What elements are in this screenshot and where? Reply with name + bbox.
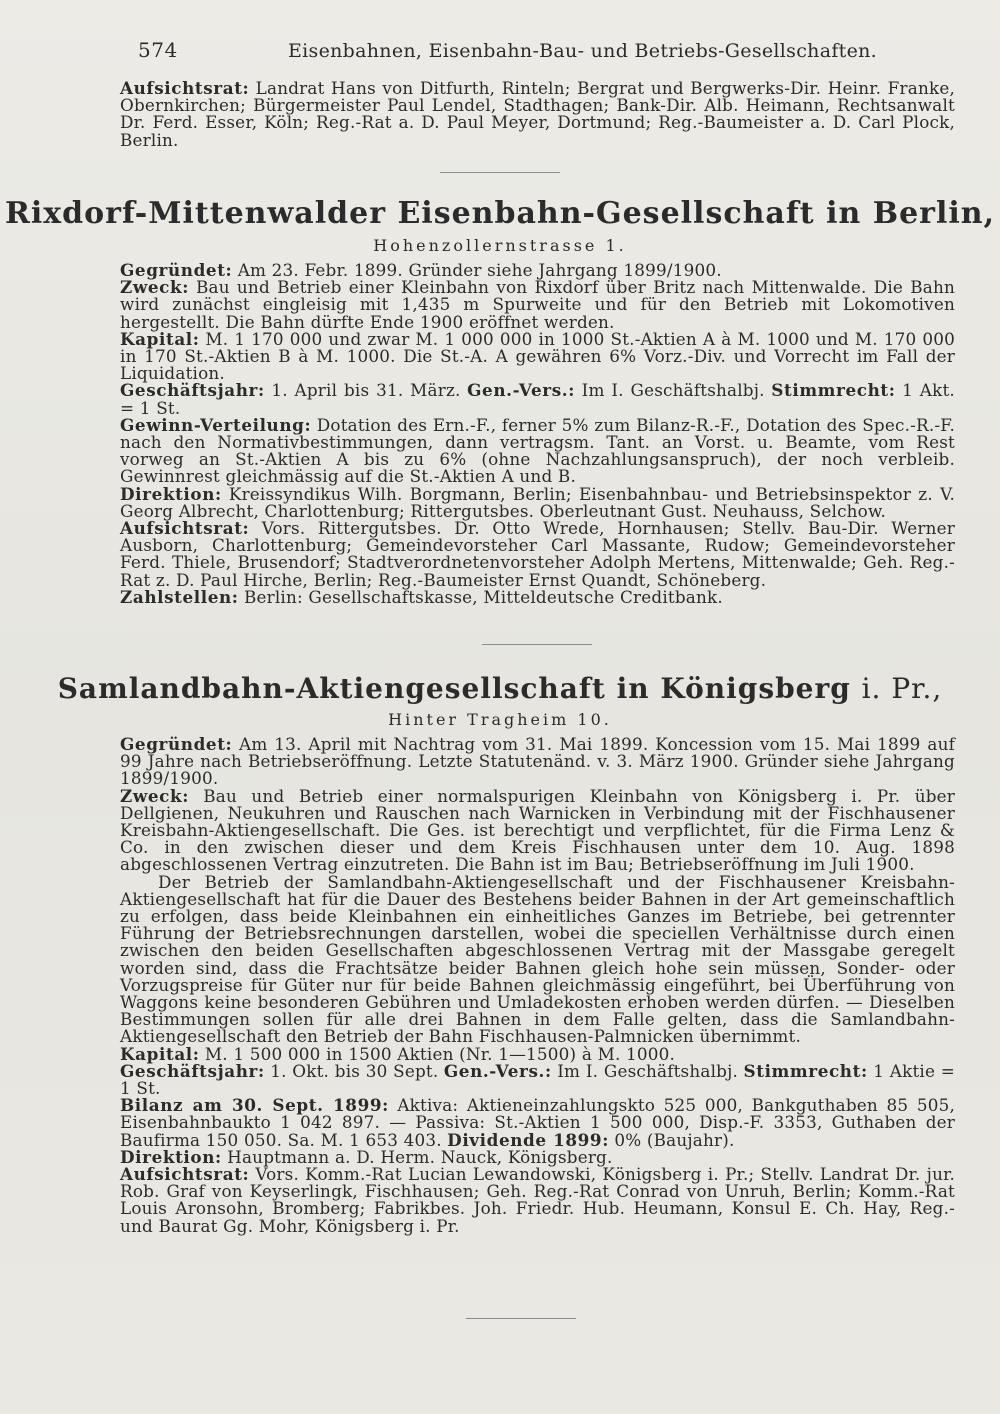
rixdorf-entry: [120, 262, 955, 606]
samland-gegruendet: [120, 736, 955, 788]
divider: [440, 172, 560, 173]
field-text: Dotation des Ern.-F., ferner 5% zum Bilanz-R.-F., Dotation des Spec.-R.-F. nach den Normativbestimmungen, dann vertragsm. Tant. an Vorst. u. Beamte, vom Rest vorweg an St.-Aktien A bis zu 6% (ohne Nachzahlungsanspruch), der noch verbleib. Gewinnrest gleichmässig auf die St.-Aktien A und B.: [120, 414, 955, 487]
rixdorf-kapital: [120, 328, 955, 384]
field-label: Stimmrecht:: [771, 380, 896, 401]
field-label: Bilanz am 30. Sept. 1899:: [120, 1095, 389, 1116]
field-text: Hauptmann a. D. Herm. Nauck, Königsberg.: [227, 1146, 613, 1167]
field-text: M. 1 170 000 und zwar M. 1 000 000 in 1000 St.-Aktien A à M. 1000 und M. 170 000 in 170 St.-Aktien B à M. 1000. Die St.-A. A gewähren 6% Vorz.-Div. und Vorrecht im Fall der Liquidation.: [120, 328, 955, 384]
field-label: Dividende 1899:: [447, 1129, 609, 1150]
field-text: 1. April bis 31. März.: [271, 380, 461, 401]
rixdorf-gewinn-verteilung: [120, 414, 955, 487]
prev-entry: [120, 80, 955, 149]
field-label: Zahlstellen:: [120, 586, 239, 607]
rixdorf-direktion: [120, 483, 955, 521]
field-label: Geschäftsjahr:: [120, 1060, 265, 1081]
field-label: Stimmrecht:: [743, 1060, 868, 1081]
field-label: Gegründet:: [120, 734, 233, 754]
field-text: 1 Aktie = 1 St.: [120, 1060, 955, 1099]
field-label: Zweck:: [120, 785, 190, 806]
field-label: Aufsichtsrat:: [120, 1164, 250, 1185]
field-label: Kapital:: [120, 1043, 200, 1064]
field-text: M. 1 500 000 in 1500 Aktien (Nr. 1—1500) à M. 1000.: [204, 1043, 676, 1064]
field-text: 1. Okt. bis 30 Sept.: [270, 1060, 439, 1081]
field-text: Am 23. Febr. 1899. Gründer siehe Jahrgang 1899/1900.: [237, 260, 722, 280]
field-text: Landrat Hans von Ditfurth, Rinteln; Bergrat und Bergwerks-Dir. Heinr. Franke, Obernkirchen; Bürgermeister Paul Lendel, Stadthagen; Bank-Dir. Alb. Heimann, Rechtsanwalt Dr. Ferd. Esser, Köln; Reg.-Rat a. D. Paul Meyer, Dortmund; Reg.-Baumeister a. D. Carl Plock, Berlin.: [120, 78, 955, 150]
field-text: Kreissyndikus Wilh. Borgmann, Berlin; Eisenbahnbau- und Betriebsinspektor z. V. Georg Albrecht, Charlottenburg; Rittergutsbes. Oberleutnant Gust. Neuhauss, Selchow.: [120, 483, 955, 521]
field-label: Aufsichtsrat:: [120, 78, 250, 98]
samland-bilanz: [120, 1097, 955, 1149]
field-label: Gegründet:: [120, 260, 233, 280]
field-text: Im I. Geschäftshalbj.: [557, 1060, 739, 1081]
company-title-samland: [0, 672, 1000, 705]
company-title-main: Samlandbahn-Aktiengesellschaft in Königsberg: [57, 672, 851, 705]
running-head: [138, 38, 968, 66]
field-label: Direktion:: [120, 1146, 222, 1167]
running-title: Eisenbahnen, Eisenbahn-Bau- und Betriebs-Gesellschaften.: [288, 40, 878, 62]
field-text: 1 Akt. = 1 St.: [120, 380, 955, 418]
field-text: Am 13. April mit Nachtrag vom 31. Mai 1899. Koncession vom 15. Mai 1899 auf 99 Jahre nach Betriebseröffnung. Letzte Statutenänd. v. 3. März 1900. Gründer siehe Jahrgang 1899/1900.: [120, 734, 955, 789]
company-address-rixdorf: Hohenzollernstrasse 1.: [373, 236, 627, 255]
company-address-samland: Hinter Tragheim 10.: [388, 710, 612, 729]
company-title-suffix: i. Pr.,: [861, 672, 943, 705]
samland-geschaeftsjahr: [120, 1060, 955, 1099]
divider: [466, 1318, 576, 1319]
field-text: Aktiva: Aktieneinzahlungskto 525 000, Bankguthaben 85 505, Eisenbahnbaukto 1 042 897. — Passiva: St.-Aktien 1 500 000, Disp.-F. 3353, Guthaben der Baufirma 150 050. Sa. M. 1 653 403.: [120, 1095, 955, 1150]
field-text: Bau und Betrieb einer Kleinbahn von Rixdorf über Britz nach Mittenwalde. Die Bahn wird zunächst eingleisig mit 1,435 m Spurweite und für den Betrieb mit Lokomotiven hergestellt. Die Bahn dürfte Ende 1900 eröffnet werden.: [120, 277, 955, 332]
rixdorf-aufsichtsrat: [120, 520, 955, 589]
samland-zweck: [120, 785, 955, 1047]
field-label: Geschäftsjahr:: [120, 380, 265, 401]
divider: [482, 644, 592, 645]
samland-aufsichtsrat: [120, 1166, 955, 1235]
field-label: Zweck:: [120, 277, 190, 298]
field-text: Berlin: Gesellschaftskasse, Mitteldeutsche Creditbank.: [243, 586, 723, 607]
field-text: Vors. Rittergutsbes. Dr. Otto Wrede, Hornhausen; Stellv. Bau-Dir. Werner Ausborn, Charlottenburg; Gemeindevorsteher Carl Massante, Rudow; Gemeindevorsteher Ferd. Thiele, Brusendorf; Stadtverordnetenvorsteher Adolph Mertens, Mittenwalde; Geh. Reg.-Rat z. D. Paul Hirche, Berlin; Reg.-Baumeister Ernst Quandt, Schöneberg.: [120, 518, 955, 590]
rixdorf-zahlstellen: [120, 586, 955, 607]
field-text: 0% (Baujahr).: [614, 1129, 735, 1150]
field-label: Direktion:: [120, 483, 222, 504]
field-text: Bau und Betrieb einer normalspurigen Kleinbahn von Königsberg i. Pr. über Dellgienen, Neukuhren und Rauschen nach Warnicken in Verbindung mit der Fischhausener Kreisbahn-Aktiengesellschaft. Die Ges. ist berechtigt und verpflichtet, für die Firma Lenz & Co. in den zwischen dieser und dem Kreis Fischhausen unter dem 10. Aug. 1898 abgeschlossenen Vertrag einzutreten. Die Bahn ist im Bau; Betriebseröffnung im Juli 1900.: [120, 785, 955, 875]
field-text-continued: Der Betrieb der Samlandbahn-Aktiengesellschaft und der Fischhausener Kreisbahn-Aktiengesellschaft hat für die Dauer des Bestehens beider Bahnen in der Art gemeinschaftlich zu erfolgen, dass beide Kleinbahnen ein einheitliches Ganzes im Betriebe, bei getrennter Führung der Betriebsrechnungen darstellen, wobei die speciellen Verhältnisse durch einen zwischen den beiden Gesellschaften abgeschlossenen Vertrag mit der Massgabe geregelt worden sind, dass die Frachtsätze beider Bahnen gleich hohe sein müssen, Sonder- oder Vorzugspreise für Güter nur für beide Bahnen gleichmässig eingeführt, bei Überführung von Waggons keine besonderen Gebühren und Umladekosten erhoben werden dürfen. — Dieselben Bestimmungen sollen für alle drei Bahnen in dem Falle gelten, dass die Samlandbahn-Aktiengesellschaft den Betrieb der Bahn Fischhausen-Palmnicken übernimmt.: [120, 871, 955, 1047]
rixdorf-geschaeftsjahr: [120, 382, 955, 416]
samland-entry: [120, 736, 955, 1235]
field-text: Im I. Geschäftshalbj.: [581, 380, 765, 401]
field-label: Gewinn-Verteilung:: [120, 414, 312, 435]
field-text: Vors. Komm.-Rat Lucian Lewandowski, Königsberg i. Pr.; Stellv. Landrat Dr. jur. Rob. Graf von Keyserlingk, Fischhausen; Geh. Reg.-Rat Conrad von Unruh, Berlin; Komm.-Rat Louis Aronsohn, Bromberg; Fabrikbes. Joh. Friedr. Hub. Heumann, Konsul E. Ch. Hay, Reg.- und Baurat Gg. Mohr, Königsberg i. Pr.: [120, 1164, 955, 1236]
field-label: Gen.-Vers.:: [467, 380, 576, 401]
field-label: Aufsichtsrat:: [120, 518, 250, 539]
company-title-rixdorf: Rixdorf-Mittenwalder Eisenbahn-Gesellschaft in Berlin,: [4, 196, 996, 231]
page-number: 574: [138, 38, 178, 62]
rixdorf-zweck: [120, 279, 955, 331]
field-label: Gen.-Vers.:: [443, 1060, 552, 1081]
field-label: Kapital:: [120, 328, 200, 349]
prev-aufsichtsrat: [120, 80, 955, 149]
